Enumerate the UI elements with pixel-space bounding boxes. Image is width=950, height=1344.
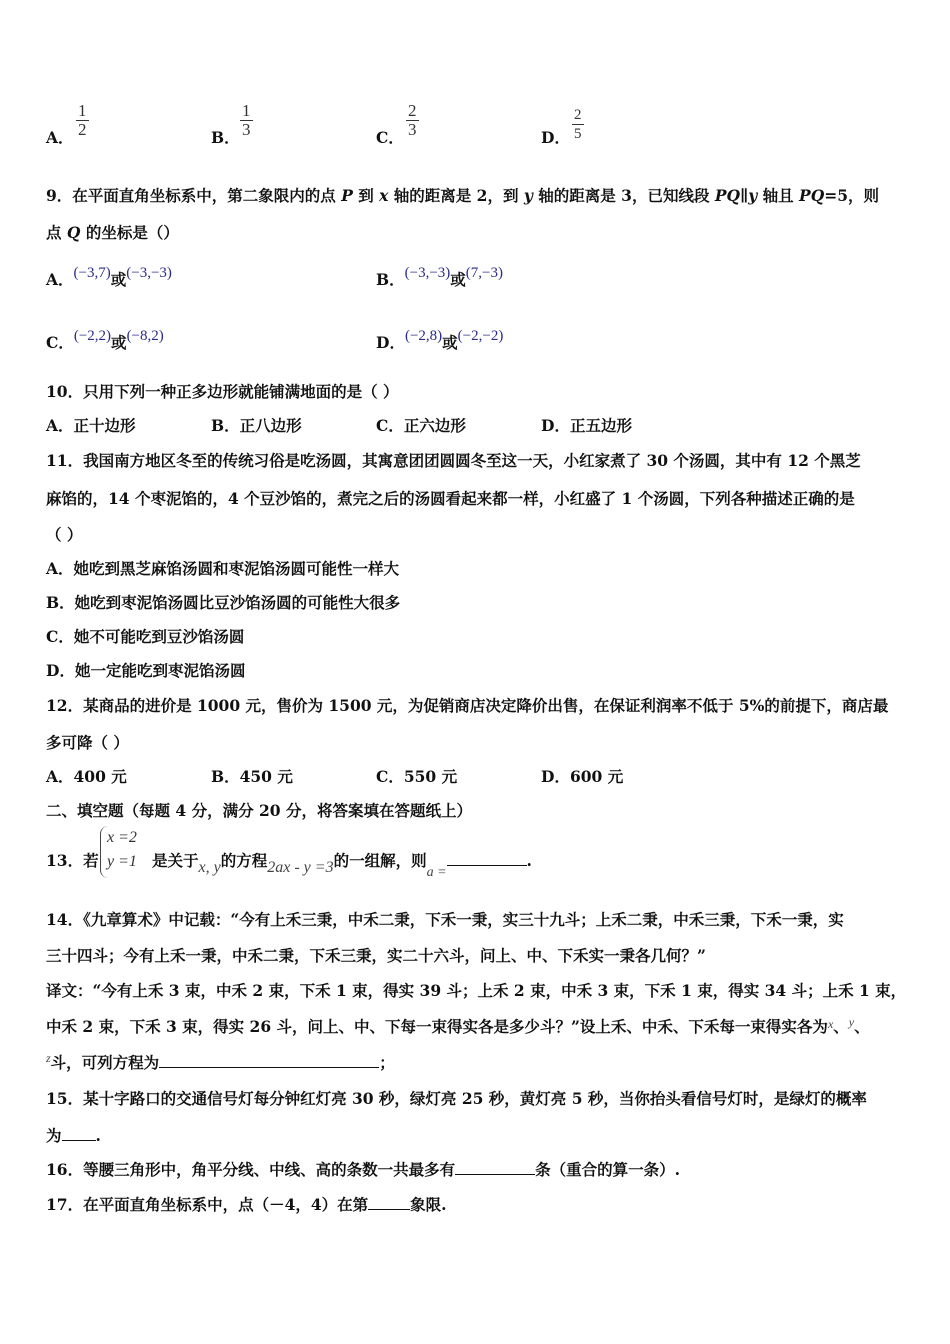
fraction: $\frac{1}{2}$ — [78, 101, 87, 139]
q10-option-c: C．正六边形 — [376, 416, 466, 435]
q10-stem: 10．只用下列一种正多边形就能铺满地面的是（ ） — [46, 382, 399, 401]
q9-option-d: D．(−2,8)或(−2,−2) — [376, 328, 504, 352]
option-letter: C． — [376, 128, 404, 147]
fraction: $\frac{2}{5}$ — [574, 107, 582, 142]
q12-option-d: D．600 元 — [541, 767, 624, 786]
q13-prefix: 13．若 — [46, 851, 99, 870]
q9-option-c: C．(−2,2)或(−8,2) — [46, 328, 164, 352]
q12-option-b: B．450 元 — [211, 767, 293, 786]
answer-blank[interactable] — [368, 1195, 410, 1210]
section-heading: 二、填空题（每题 4 分，满分 20 分，将答案填在答题纸上） — [46, 801, 472, 820]
q16: 16．等腰三角形中，角平分线、中线、高的条数一共最多有 条（重合的算一条）. — [46, 1160, 680, 1179]
q11-stem-line1: 11．我国南方地区冬至的传统习俗是吃汤圆，其寓意团团圆圆冬至这一天，小红家煮了 30 个汤圆，其中有 12 个黑芝 — [46, 451, 861, 470]
q14-line2: 三十四斗；今有上禾一秉，中禾二秉，下禾三秉，实二十六斗，问上、中、下禾实一秉各几何？” — [46, 946, 706, 965]
q9-stem-line2: 点 Q 的坐标是（） — [46, 223, 179, 242]
q14-line1: 14．《九章算术》中记载：“今有上禾三秉，中禾二秉，下禾一秉，实三十九斗；上禾二秉，中禾三秉，下禾一秉，实 — [46, 910, 844, 929]
q14-line5: $^z$斗，可列方程为 ； — [46, 1051, 395, 1072]
q14-line3: 译文：“今有上禾 3 束，中禾 2 束，下禾 1 束，得实 39 斗；上禾 2 束，中禾 3 束，下禾 1 束，得实 34 斗；上禾 1 束， — [46, 981, 907, 1000]
q9-option-b: B．(−3,−3)或(7,−3) — [376, 265, 503, 289]
fraction: $\frac{2}{3}$ — [408, 101, 417, 139]
option-letter: D． — [541, 128, 570, 147]
q10-option-a: A．正十边形 — [46, 416, 136, 435]
q14-line4: 中禾 2 束，下禾 3 束，得实 26 斗，问上、中、下每一束得实各是多少斗？”设上禾、中禾、下禾每一束得实各为$^x$、$^y$、 — [46, 1015, 870, 1036]
q13-stem-rest: 是关于x, y的方程2ax - y =3的一组解，则a =. — [152, 851, 532, 880]
q11-stem-line2: 麻馅的，14 个枣泥馅的，4 个豆沙馅的，煮完之后的汤圆看起来都一样，小红盛了 1 个汤圆，下列各种描述正确的是 — [46, 489, 855, 508]
q11-option-b: B．她吃到枣泥馅汤圆比豆沙馅汤圆的可能性大很多 — [46, 593, 401, 612]
answer-blank[interactable] — [455, 1160, 535, 1175]
q15-line1: 15．某十字路口的交通信号灯每分钟红灯亮 30 秒，绿灯亮 25 秒，黄灯亮 5 秒，当你抬头看信号灯时，是绿灯的概率 — [46, 1089, 867, 1108]
q10-option-b: B．正八边形 — [211, 416, 302, 435]
q11-stem-line3: （ ） — [46, 525, 83, 544]
q15-line2: 为 . — [46, 1126, 101, 1145]
q9-stem-line1: 9．在平面直角坐标系中，第二象限内的点 P 到 x 轴的距离是 2，到 y 轴的距离是 3，已知线段 PQ∥y 轴且 PQ=5，则 — [46, 186, 879, 205]
q11-option-a: A．她吃到黑芝麻馅汤圆和枣泥馅汤圆可能性一样大 — [46, 559, 400, 578]
q12-stem-line1: 12．某商品的进价是 1000 元，售价为 1500 元，为促销商店决定降价出售，在保证利润率不低于 5%的前提下，商店最 — [46, 696, 889, 715]
q12-stem-line2: 多可降（ ） — [46, 733, 129, 752]
answer-blank[interactable] — [447, 851, 527, 866]
fraction: $\frac{1}{3}$ — [242, 101, 251, 139]
q10-option-d: D．正五边形 — [541, 416, 632, 435]
equation-system: x =2 y =1 — [100, 826, 137, 878]
option-letter: B． — [211, 128, 240, 147]
q11-option-d: D．她一定能吃到枣泥馅汤圆 — [46, 661, 246, 680]
answer-blank[interactable] — [159, 1053, 379, 1068]
q12-option-c: C．550 元 — [376, 767, 458, 786]
answer-blank[interactable] — [62, 1126, 96, 1141]
option-letter: A． — [46, 128, 74, 147]
q17: 17．在平面直角坐标系中，点（－4，4）在第 象限. — [46, 1195, 447, 1214]
q9-option-a: A．(−3,7)或(−3,−3) — [46, 265, 172, 289]
q11-option-c: C．她不可能吃到豆沙馅汤圆 — [46, 627, 245, 646]
q12-option-a: A．400 元 — [46, 767, 127, 786]
